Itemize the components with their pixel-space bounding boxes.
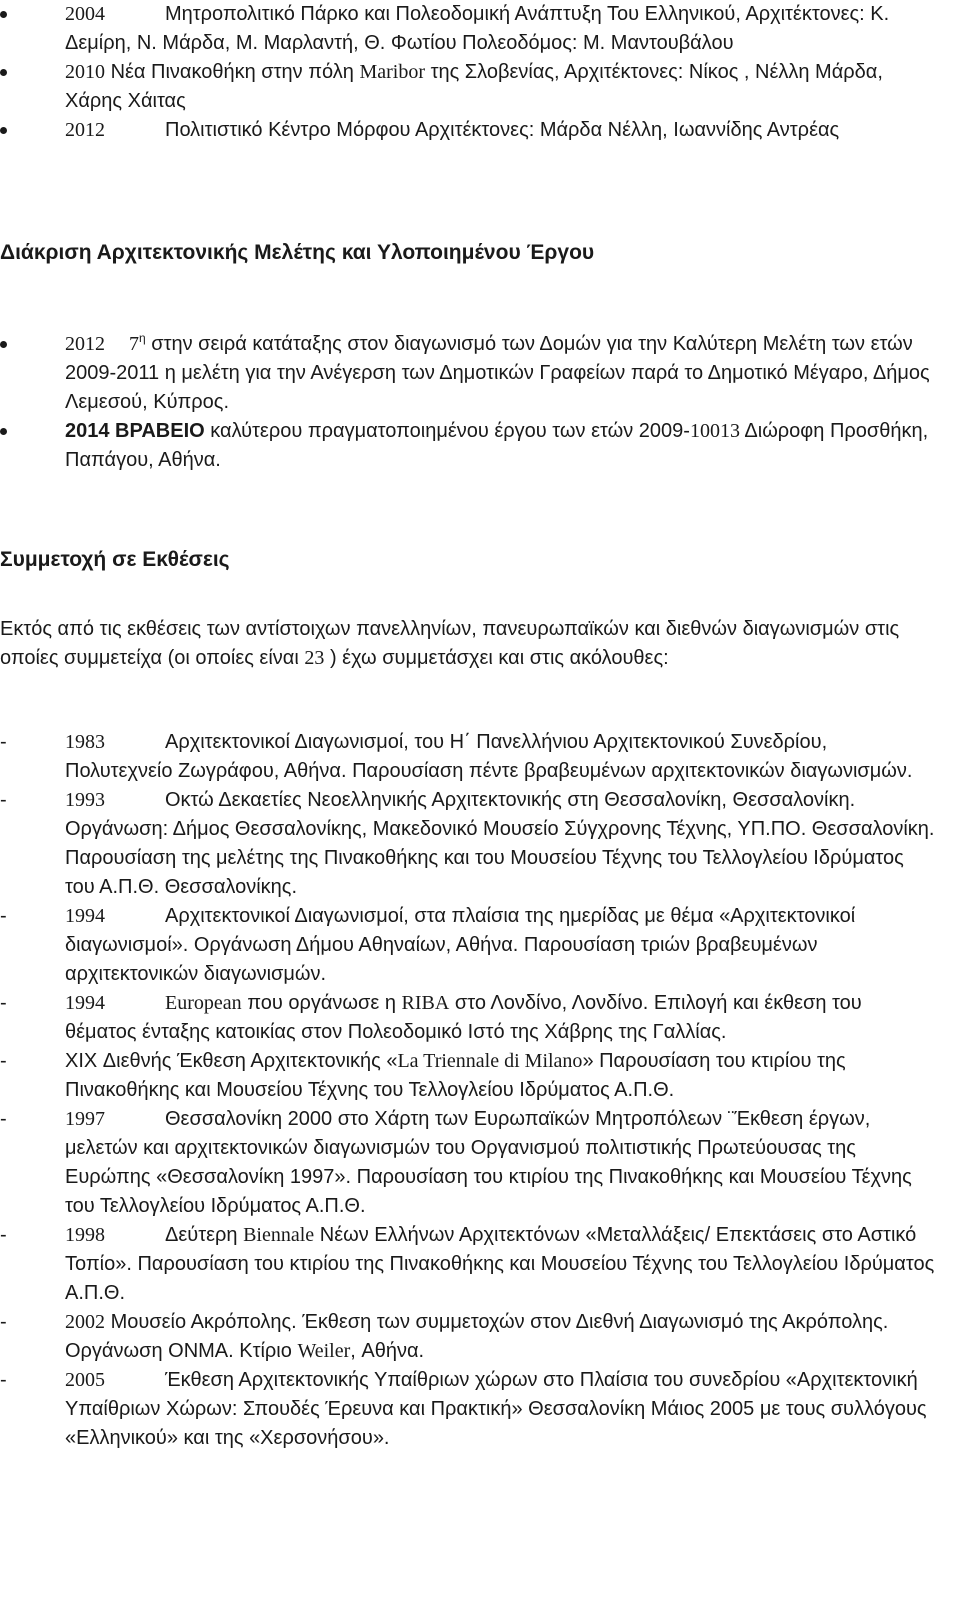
list-item [0, 330, 938, 417]
projects-list [0, 0, 938, 145]
item-text: Νέων Ελλήνων Αρχιτεκτόνων «Μεταλλάξεις/ Επεκτάσεις στο Αστικό Τοπίο». Παρουσίαση του κτιρίου της Πινακοθήκης και Μουσείου Τέχνης του Τελλογλείου Ιδρύματος Α.Π.Θ. [65, 1224, 935, 1304]
dash-marker: - [0, 905, 7, 927]
item-text: Αρχιτεκτονικοί Διαγωνισμοί, στα πλαίσια της ημερίδας με θέμα «Αρχιτεκτονικοί διαγωνισμοί». Οργάνωση Δήμου Αθηναίων, Αθήνα. Παρουσίαση τριών βραβευμένων αρχιτεκτονικών διαγωνισμών. [65, 905, 856, 985]
dash-marker: - [0, 731, 7, 753]
list-item [0, 902, 938, 989]
item-text: Θεσσαλονίκη 2000 στο Χάρτη των Ευρωπαϊκών Μητροπόλεων ¨Έκθεση έργων, μελετών και αρχιτεκτονικών διαγωνισμών του Οργανισμού πολιτιστικής Πρωτεύουσας της Ευρώπης «Θεσσαλονίκη 1997». Παρουσίαση του κτιρίου της Πινακοθήκης και Μουσείου Τέχνης του Τελλογλείου Ιδρύματος Α.Π.Θ. [65, 1108, 912, 1217]
item-text: Πολιτιστικό Κέντρο Μόρφου Αρχιτέκτονες: Μάρδα Νέλλη, Ιωαννίδης Αντρέας [165, 119, 840, 141]
award-title: 2014 ΒΡΑΒΕΙΟ [65, 420, 205, 442]
item-serif-word: European [165, 992, 242, 1014]
item-text: » Παρουσίαση του κτιρίου της Πινακοθήκης και Μουσείου Τέχνης του Τελλογλείου Ιδρύματος Α.Π.Θ. [65, 1050, 846, 1101]
intro-text: ) έχω συμμετάσχει και στις ακόλουθες: [329, 647, 669, 669]
item-text: Δεύτερη [165, 1224, 238, 1246]
item-year: 1994 [65, 992, 105, 1014]
item-text: Έκθεση Αρχιτεκτονικής Υπαίθριων χώρων στο Πλαίσια του συνεδρίου «Αρχιτεκτονική Υπαίθριων Χώρων: Σπουδές Έρευνα και Πρακτική» Θεσσαλονίκη Μάιος 2005 με τους συλλόγους «Ελληνικού» και της «Χερσονήσου». [65, 1369, 927, 1449]
dash-marker: - [0, 1224, 7, 1246]
item-year: 2012 [65, 119, 105, 141]
item-year: 2012 [65, 333, 105, 355]
item-year: 2010 [65, 61, 105, 83]
item-text: Μητροπολιτικό Πάρκο και Πολεοδομική Ανάπτυξη Του Ελληνικού, Αρχιτέκτονες: Κ. Δεμίρη, Ν. Μάρδα, Μ. Μαρλαντή, Θ. Φωτίου Πολεοδόμος: Μ. Μαντουβάλου [65, 3, 890, 54]
item-serif-word: Weiler [297, 1340, 351, 1362]
dash-marker: - [0, 1369, 7, 1391]
list-item [0, 1047, 938, 1105]
item-text: Αρχιτεκτονικοί Διαγωνισμοί, του Η΄ Πανελλήνιου Αρχιτεκτονικού Συνεδρίου, Πολυτεχνείο Ζωγράφου, Αθήνα. Παρουσίαση πέντε βραβευμένων αρχιτεκτονικών διαγωνισμών. [65, 731, 913, 782]
item-place: Maribor [359, 61, 425, 83]
item-text: Νέα Πινακοθήκη στην πόλη [110, 61, 354, 83]
bullet-icon [0, 11, 7, 18]
awards-heading: Διάκριση Αρχιτεκτονικής Μελέτης και Υλοποιημένου Έργου [0, 241, 595, 264]
exhibitions-heading: Συμμετοχή σε Εκθέσεις [0, 548, 230, 571]
list-item [0, 786, 938, 902]
item-serif-word: Biennale [243, 1224, 315, 1246]
item-year: 1997 [65, 1108, 105, 1130]
item-text: XIX Διεθνής Έκθεση Αρχιτεκτονικής « [65, 1050, 398, 1072]
list-item [0, 728, 938, 786]
bullet-icon [0, 341, 7, 348]
intro-number: 23 [304, 647, 325, 669]
item-year: 1998 [65, 1224, 105, 1246]
list-item [0, 58, 938, 116]
item-year: 2005 [65, 1369, 105, 1391]
item-text: της Σλοβενίας, Αρχιτέκτονες: Νίκος , Νέλλη Μάρδα, Χάρης Χάιτας [65, 61, 883, 112]
exhibitions-list [0, 728, 938, 1453]
list-item [0, 1105, 938, 1221]
list-item [0, 1366, 938, 1453]
exhibitions-intro [0, 615, 938, 673]
list-item [0, 0, 938, 58]
dash-marker: - [0, 1311, 7, 1333]
list-item [0, 417, 938, 475]
item-serif-word: RIBA [401, 992, 450, 1014]
item-text: Οκτώ Δεκαετίες Νεοελληνικής Αρχιτεκτονικής στη Θεσσαλονίκη, Θεσσαλονίκη. Οργάνωση: Δήμος Θεσσαλονίκης, Μακεδονικό Μουσείο Σύγχρονης Τέχνης, ΥΠ.ΠΟ. Θεσσαλονίκη. Παρουσίαση της μελέτης της Πινακοθήκης και του Μουσείου Τέχνης του Τελλογλείου Ιδρύματος του Α.Π.Θ. Θεσσαλονίκης. [65, 789, 935, 898]
item-rank-suffix: η [139, 331, 146, 345]
dash-marker: - [0, 1108, 7, 1130]
item-year: 2004 [65, 3, 105, 25]
list-item [0, 1221, 938, 1308]
dash-marker: - [0, 1050, 7, 1072]
dash-marker: - [0, 789, 7, 811]
item-text: καλύτερου πραγματοποιημένου έργου των ετών 2009- [210, 420, 690, 442]
item-text: , Αθήνα. [350, 1340, 425, 1362]
item-text: στο Λονδίνο, Λονδίνο. Επιλογή και έκθεση του θέματος ένταξης κατοικίας στον Πολεοδομικό Ιστό της Χάβρης της Γαλλίας. [65, 992, 862, 1043]
item-text: στην σειρά κατάταξης στον διαγωνισμό των Δομών για την Καλύτερη Μελέτη των ετών 2009-2011 η μελέτη για την Ανέγερση των Δημοτικών Γραφείων παρά το Δημοτικό Μέγαρο, Δήμος Λεμεσού, Κύπρος. [65, 333, 930, 413]
item-text: Μουσείο Ακρόπολης. Έκθεση των συμμετοχών στον Διεθνή Διαγωνισμό της Ακρόπολης. Οργάνωση ΟΝΜΑ. Κτίριο [65, 1311, 889, 1362]
list-item [0, 116, 938, 145]
item-year: 1993 [65, 789, 105, 811]
item-rank: 7 [129, 333, 139, 355]
bullet-icon [0, 127, 7, 134]
list-item [0, 989, 938, 1047]
item-text: Διώροφη Προσθήκη, Παπάγου, Αθήνα. [65, 420, 929, 471]
bullet-icon [0, 428, 7, 435]
bullet-icon [0, 69, 7, 76]
item-text: που οργάνωσε η [247, 992, 396, 1014]
item-serif-word: La Triennale di Milano [397, 1050, 583, 1072]
awards-list [0, 330, 938, 475]
item-year: 1994 [65, 905, 105, 927]
item-year: 2002 [65, 1311, 105, 1333]
intro-text: Εκτός από τις εκθέσεις των αντίστοιχων πανελληνίων, πανευρωπαϊκών και διεθνών διαγωνισμών στις οποίες συμμετείχα (οι οποίες είναι [0, 618, 900, 669]
item-year: 1983 [65, 731, 105, 753]
list-item [0, 1308, 938, 1366]
dash-marker: - [0, 992, 7, 1014]
item-number: 10013 [689, 420, 740, 442]
